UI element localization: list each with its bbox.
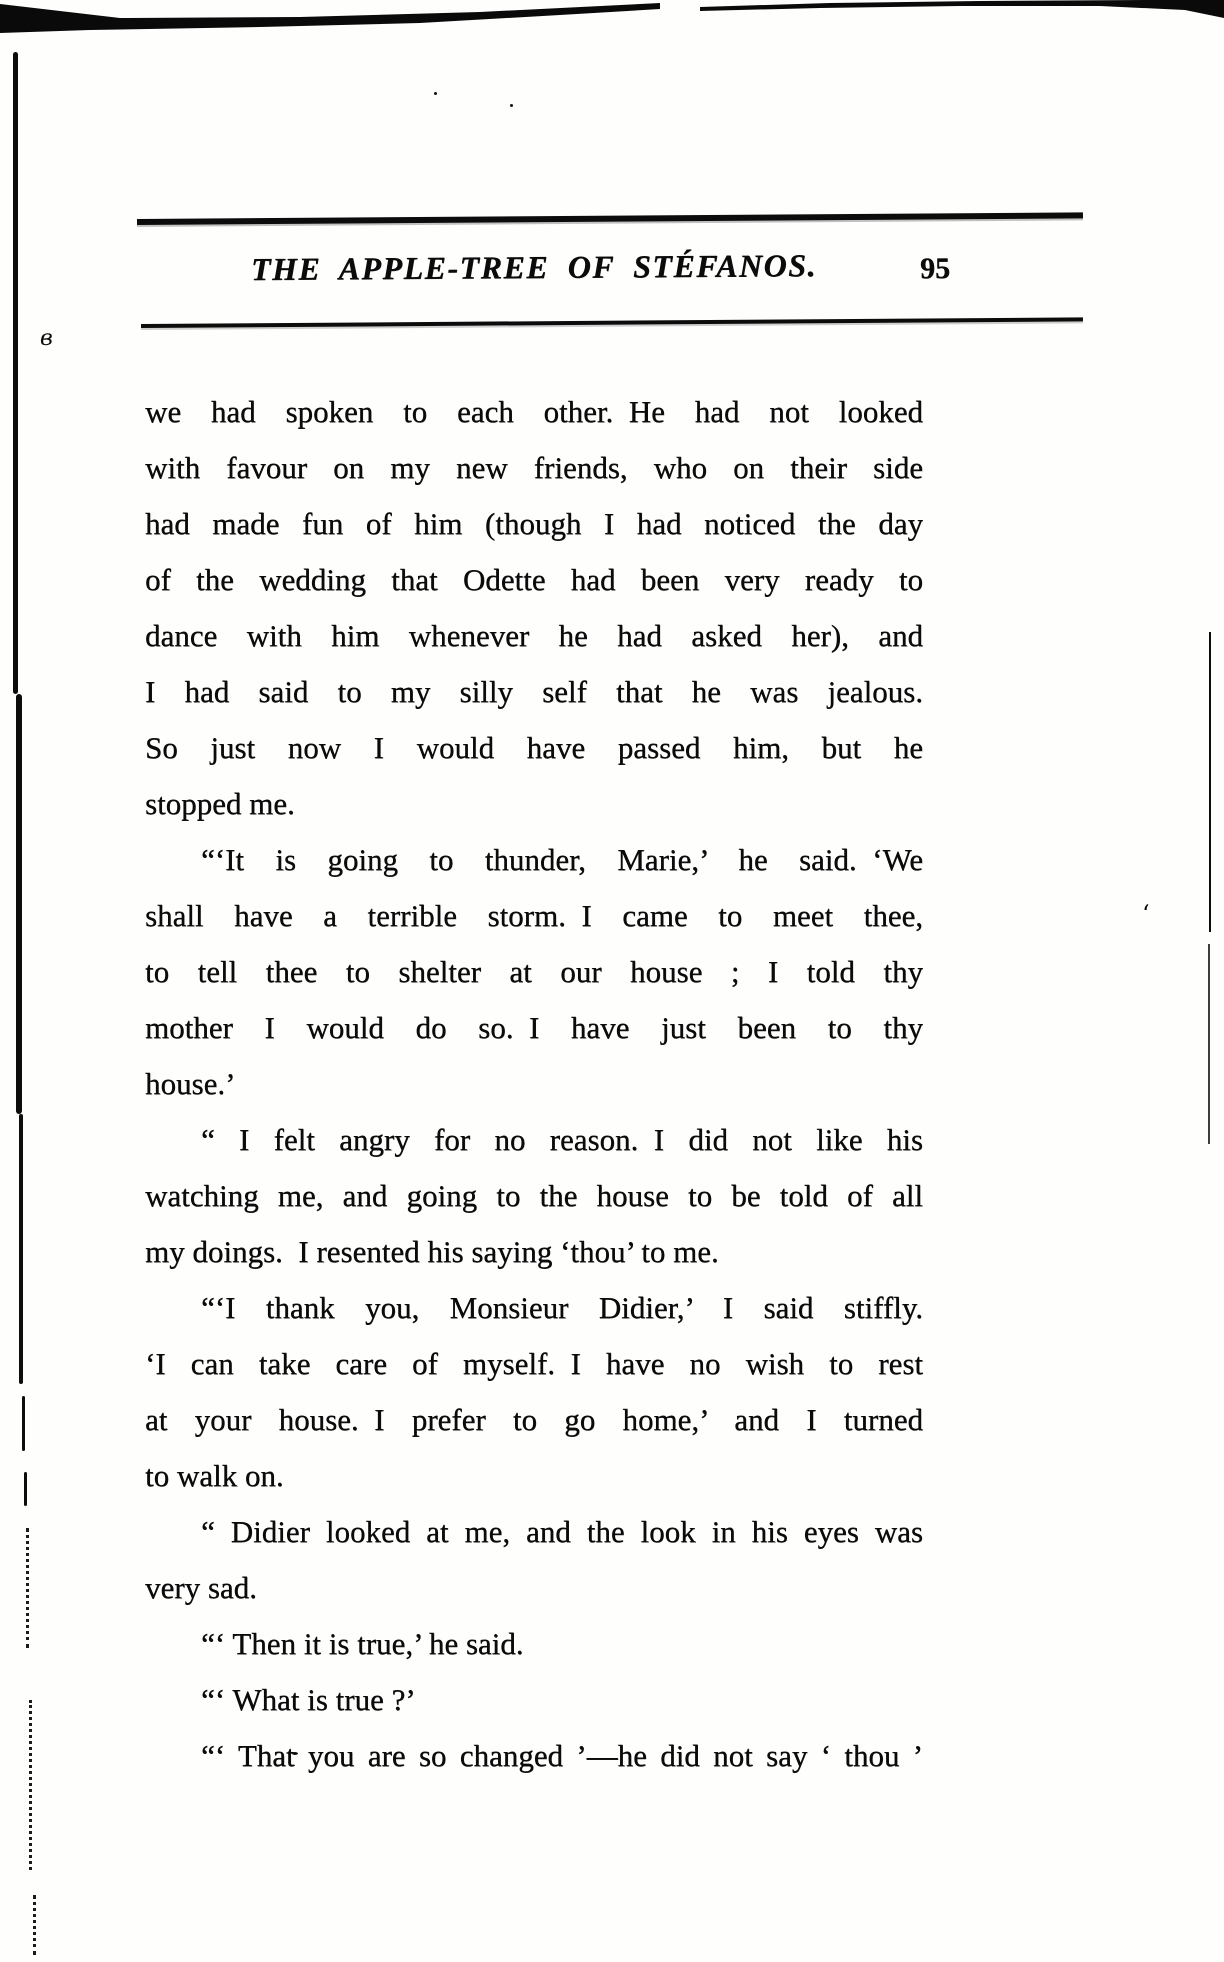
text-line: “‘I thank you, Monsieur Didier,’ I said stiffly. bbox=[201, 1290, 923, 1325]
text-line: watching me, and going to the house to be told of all bbox=[145, 1178, 923, 1213]
page-edge-dots bbox=[26, 1528, 29, 1648]
page-edge-line-left bbox=[19, 1114, 23, 1384]
text-line: stopped me. bbox=[145, 786, 295, 821]
ink-mark: в bbox=[40, 326, 53, 351]
text-line: “‘ That you are so changed ’—he did not say ‘ thou ’ bbox=[201, 1738, 923, 1773]
text-line: shall have a terrible storm. I came to meet thee, bbox=[145, 898, 923, 933]
page-edge-line-left bbox=[13, 52, 18, 694]
text-line: mother I would do so. I have just been to thy bbox=[145, 1010, 923, 1045]
text-line: I had said to my silly self that he was jealous. bbox=[145, 674, 923, 709]
text-line: So just now I would have passed him, but he bbox=[145, 730, 923, 765]
page-number: 95 bbox=[919, 251, 951, 286]
header-rule-bottom bbox=[141, 317, 1083, 328]
text-line: we had spoken to each other. He had not looked bbox=[145, 394, 923, 429]
text-line: of the wedding that Odette had been very ready to bbox=[145, 562, 923, 597]
running-header-title: THE APPLE-TREE OF STÉFANOS. bbox=[250, 247, 818, 287]
text-line: to tell thee to shelter at our house ; I told thy bbox=[145, 954, 923, 989]
text-line: house.’ bbox=[145, 1066, 236, 1101]
text-line: “ Didier looked at me, and the look in his eyes was bbox=[201, 1514, 923, 1549]
text-line: with favour on my new friends, who on their side bbox=[145, 450, 923, 485]
page-edge-dots bbox=[29, 1700, 32, 1870]
text-line: to walk on. bbox=[145, 1458, 284, 1493]
page-edge-line-left bbox=[16, 694, 22, 1114]
text-line: dance with him whenever he had asked her), and bbox=[145, 618, 923, 653]
text-line: “ I felt angry for no reason. I did not like his bbox=[201, 1122, 923, 1157]
ink-mark-comma: ‘ bbox=[1142, 900, 1150, 928]
text-line: had made fun of him (though I had noticed the day bbox=[145, 506, 923, 541]
text-line: “‘ What is true ?’ bbox=[201, 1682, 416, 1717]
ink-speck bbox=[434, 92, 437, 95]
text-line: very sad. bbox=[145, 1570, 257, 1605]
page-edge-dash bbox=[24, 1472, 27, 1506]
text-line: “‘ Then it is true,’ he said. bbox=[201, 1626, 524, 1661]
ink-speck bbox=[510, 104, 513, 107]
page-edge-dash bbox=[22, 1396, 25, 1451]
scan-artifact-top-bar bbox=[0, 0, 1224, 40]
header-rule-top bbox=[137, 212, 1083, 225]
page-edge-line-right bbox=[1209, 632, 1211, 932]
page-edge-line-right bbox=[1208, 944, 1210, 1144]
text-line: my doings. I resented his saying ‘thou’ to me. bbox=[145, 1234, 719, 1269]
text-line: ‘I can take care of myself. I have no wish to rest bbox=[145, 1346, 923, 1381]
text-line: at your house. I prefer to go home,’ and I turned bbox=[145, 1402, 923, 1437]
page-edge-dots bbox=[33, 1895, 36, 1955]
page-text bbox=[145, 384, 923, 1784]
text-line: “‘It is going to thunder, Marie,’ he said. ‘We bbox=[201, 842, 923, 877]
